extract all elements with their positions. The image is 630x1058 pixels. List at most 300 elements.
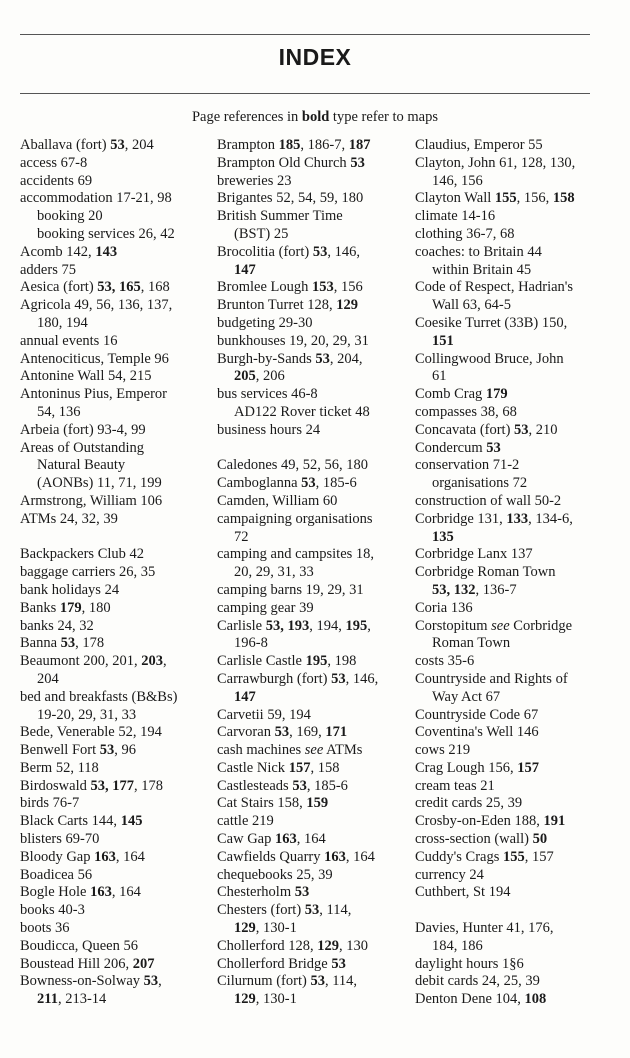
entry-text: baggage carriers 26, 35 bbox=[20, 564, 156, 581]
index-entry bbox=[217, 884, 407, 902]
map-page-ref: 53 bbox=[486, 439, 501, 456]
index-entry bbox=[415, 457, 615, 475]
map-page-ref: 163 bbox=[275, 831, 297, 848]
entry-text: , 156, bbox=[516, 190, 553, 207]
top-rule bbox=[20, 34, 590, 35]
entry-text: blisters 69-70 bbox=[20, 831, 100, 848]
entry-text: cross-section (wall) bbox=[415, 831, 533, 848]
index-entry bbox=[217, 724, 407, 742]
entry-text: , 114, bbox=[324, 973, 358, 990]
entry-text: , 210 bbox=[528, 421, 558, 438]
entry-text: , 146, bbox=[327, 243, 360, 260]
map-page-ref: 108 bbox=[524, 991, 547, 1008]
entry-text: Camboglanna bbox=[217, 475, 302, 492]
index-entry bbox=[20, 867, 210, 885]
entry-text: , 130-1 bbox=[255, 920, 297, 937]
index-entry bbox=[217, 618, 407, 636]
map-page-ref: 143 bbox=[95, 243, 118, 260]
map-page-ref: 50 bbox=[532, 831, 548, 848]
index-entry-continuation bbox=[415, 368, 615, 386]
index-entry bbox=[217, 173, 407, 191]
index-entry-continuation bbox=[20, 475, 210, 493]
entry-text: debit cards 24, 25, 39 bbox=[415, 973, 540, 990]
index-entry bbox=[415, 511, 615, 529]
entry-text: booking services 26, 42 bbox=[37, 225, 175, 242]
index-entry bbox=[217, 795, 407, 813]
entry-text: Brampton bbox=[217, 137, 279, 153]
index-entry bbox=[20, 618, 210, 636]
index-entry-continuation bbox=[217, 529, 407, 547]
entry-text: 19-20, 29, 31, 33 bbox=[37, 706, 137, 723]
entry-text: , 156 bbox=[333, 279, 363, 296]
map-page-ref: 53 bbox=[301, 475, 316, 492]
index-entry-continuation bbox=[415, 938, 615, 956]
entry-text: , 130-1 bbox=[255, 991, 297, 1008]
index-entry-continuation bbox=[217, 262, 407, 280]
entry-text: Bloody Gap bbox=[20, 848, 95, 865]
index-entry bbox=[217, 582, 407, 600]
map-page-ref: 163 bbox=[90, 884, 112, 901]
entry-text: Clayton, John 61, 128, 130, bbox=[415, 154, 576, 171]
map-page-ref: 158 bbox=[552, 190, 575, 207]
index-entry-continuation bbox=[217, 920, 407, 938]
entry-text: , 194, bbox=[309, 617, 346, 634]
entry-text: Brigantes 52, 54, 59, 180 bbox=[217, 190, 364, 207]
entry-text: Corstopitum bbox=[415, 617, 492, 634]
index-entry bbox=[20, 333, 210, 351]
entry-text: 61 bbox=[432, 368, 447, 385]
entry-text: Roman Town bbox=[432, 635, 511, 652]
entry-text: coaches: to Britain 44 bbox=[415, 243, 542, 260]
entry-text: organisations 72 bbox=[432, 475, 528, 492]
entry-text: , 204, bbox=[329, 350, 363, 367]
entry-text: Corbridge bbox=[509, 617, 573, 634]
index-entry bbox=[20, 742, 210, 760]
map-page-ref: 53 bbox=[350, 154, 365, 171]
entry-text: Camden, William 60 bbox=[217, 492, 338, 509]
entry-text: Corbridge Lanx 137 bbox=[415, 546, 533, 563]
entry-text: , 185-6 bbox=[306, 777, 348, 794]
map-page-ref: 53 bbox=[110, 137, 125, 153]
map-page-ref: 129 bbox=[336, 297, 358, 314]
index-entry bbox=[20, 724, 210, 742]
entry-text: Concavata (fort) bbox=[415, 421, 515, 438]
entry-text: 204 bbox=[37, 670, 59, 687]
entry-text: Countryside Code 67 bbox=[415, 706, 539, 723]
section-gap bbox=[415, 902, 615, 920]
index-entry bbox=[20, 956, 210, 974]
index-entry-continuation bbox=[217, 991, 407, 1009]
index-entry bbox=[415, 493, 615, 511]
index-entry bbox=[20, 351, 210, 369]
entry-text: climate 14-16 bbox=[415, 208, 496, 225]
index-entry bbox=[415, 742, 615, 760]
entry-text: Chesterholm bbox=[217, 884, 295, 901]
index-entry-continuation bbox=[217, 368, 407, 386]
index-entry bbox=[415, 795, 615, 813]
index-entry bbox=[415, 315, 615, 333]
index-entry bbox=[217, 956, 407, 974]
map-page-ref: 53 bbox=[274, 724, 290, 741]
entry-text: costs 35-6 bbox=[415, 653, 475, 670]
entry-text: , 186-7, bbox=[300, 137, 349, 153]
entry-text: Collingwood Bruce, John bbox=[415, 350, 564, 367]
map-page-ref: 53, 177 bbox=[90, 777, 134, 794]
entry-text: Arbeia (fort) 93-4, 99 bbox=[20, 421, 146, 438]
index-entry bbox=[415, 956, 615, 974]
entry-text: , 96 bbox=[114, 742, 136, 759]
index-entry-continuation bbox=[415, 475, 615, 493]
entry-text: Armstrong, William 106 bbox=[20, 492, 163, 509]
index-entry-continuation bbox=[217, 226, 407, 244]
index-entry bbox=[20, 795, 210, 813]
index-entry bbox=[217, 155, 407, 173]
map-page-ref: 53, 193 bbox=[265, 617, 310, 634]
index-entry bbox=[415, 226, 615, 244]
entry-text: Birdoswald bbox=[20, 777, 91, 794]
map-page-ref: 157 bbox=[517, 759, 540, 776]
entry-text: ATMs bbox=[323, 742, 363, 759]
entry-text: Boadicea 56 bbox=[20, 866, 93, 883]
entry-text: Carvoran bbox=[217, 724, 275, 741]
index-entry bbox=[217, 333, 407, 351]
map-page-ref: 53 bbox=[304, 902, 320, 919]
section-gap bbox=[20, 529, 210, 547]
index-entry bbox=[415, 440, 615, 458]
entry-text: birds 76-7 bbox=[20, 795, 80, 812]
map-page-ref: 53 bbox=[143, 973, 159, 990]
entry-text: , 164 bbox=[115, 848, 145, 865]
entry-text: Carvetii 59, 194 bbox=[217, 706, 311, 723]
entry-text: Condercum bbox=[415, 439, 487, 456]
index-entry-continuation bbox=[415, 689, 615, 707]
entry-text: Crosby-on-Eden 188, bbox=[415, 813, 544, 830]
index-entry-continuation bbox=[217, 635, 407, 653]
index-entry bbox=[217, 208, 407, 226]
index-entry-continuation bbox=[217, 404, 407, 422]
entry-text: , bbox=[158, 973, 162, 990]
map-page-ref: 155 bbox=[503, 848, 525, 865]
map-page-ref: 195 bbox=[345, 617, 368, 634]
entry-text: (BST) 25 bbox=[234, 225, 289, 242]
entry-text: Coventina's Well 146 bbox=[415, 724, 539, 741]
entry-text: cattle 219 bbox=[217, 813, 274, 830]
index-entry bbox=[217, 279, 407, 297]
index-entry bbox=[20, 440, 210, 458]
map-page-ref: 53 bbox=[331, 955, 346, 972]
index-entry bbox=[217, 493, 407, 511]
index-entry bbox=[415, 653, 615, 671]
index-entry bbox=[217, 760, 407, 778]
entry-text: 146, 156 bbox=[432, 172, 483, 189]
index-entry bbox=[20, 297, 210, 315]
index-entry-continuation bbox=[20, 226, 210, 244]
entry-text: , 204 bbox=[124, 137, 154, 153]
entry-text: Banna bbox=[20, 635, 61, 652]
entry-text: clothing 36-7, 68 bbox=[415, 225, 515, 242]
index-entry-continuation bbox=[415, 173, 615, 191]
entry-text: Countryside and Rights of bbox=[415, 670, 568, 687]
entry-text: , 130 bbox=[339, 937, 369, 954]
index-entry bbox=[217, 600, 407, 618]
entry-text: Bowness-on-Solway bbox=[20, 973, 144, 990]
entry-text: conservation 71-2 bbox=[415, 457, 520, 474]
map-page-ref: 147 bbox=[234, 688, 256, 705]
index-entry bbox=[20, 368, 210, 386]
index-entry bbox=[217, 511, 407, 529]
entry-text: , 206 bbox=[255, 368, 285, 385]
entry-text: Brampton Old Church bbox=[217, 154, 351, 171]
entry-text: Bogle Hole bbox=[20, 884, 91, 901]
entry-text: cows 219 bbox=[415, 742, 471, 759]
entry-text: Backpackers Club 42 bbox=[20, 546, 145, 563]
entry-text: (AONBs) 11, 71, 199 bbox=[37, 475, 162, 492]
map-page-ref: 205 bbox=[234, 368, 256, 385]
entry-text: Coesike Turret (33B) 150, bbox=[415, 314, 568, 331]
entry-text: adders 75 bbox=[20, 261, 76, 278]
index-entry bbox=[20, 920, 210, 938]
entry-text: Corbridge 131, bbox=[415, 510, 507, 527]
entry-text: budgeting 29-30 bbox=[217, 314, 313, 331]
entry-text: , 114, bbox=[319, 902, 352, 919]
entry-text: , 164 bbox=[111, 884, 141, 901]
index-entry-continuation bbox=[20, 208, 210, 226]
index-entry bbox=[20, 884, 210, 902]
entry-text: Burgh-by-Sands bbox=[217, 350, 316, 367]
entry-text: bank holidays 24 bbox=[20, 581, 120, 598]
entry-text: , 180 bbox=[81, 599, 111, 616]
entry-text: , bbox=[367, 617, 371, 634]
index-entry bbox=[20, 831, 210, 849]
index-entry bbox=[20, 173, 210, 191]
map-page-ref: 207 bbox=[132, 955, 155, 972]
index-entry-continuation bbox=[415, 529, 615, 547]
entry-text: Natural Beauty bbox=[37, 457, 126, 474]
map-page-ref: 163 bbox=[94, 848, 116, 865]
entry-text: , 178 bbox=[75, 635, 105, 652]
entry-text: Berm 52, 118 bbox=[20, 759, 99, 776]
entry-text: Brocolitia (fort) bbox=[217, 243, 313, 260]
entry-text: currency 24 bbox=[415, 866, 484, 883]
index-entry bbox=[415, 386, 615, 404]
index-entry bbox=[20, 938, 210, 956]
index-entry bbox=[415, 831, 615, 849]
entry-text: , 169, bbox=[289, 724, 326, 741]
index-entry bbox=[415, 137, 615, 155]
index-entry bbox=[415, 155, 615, 173]
map-page-ref: 53 bbox=[60, 635, 76, 652]
see-reference: see bbox=[304, 742, 324, 759]
entry-text: Chesters (fort) bbox=[217, 902, 305, 919]
entry-text: British Summer Time bbox=[217, 208, 343, 225]
entry-text: Caledones 49, 52, 56, 180 bbox=[217, 457, 369, 474]
entry-text: Banks bbox=[20, 599, 60, 616]
index-entry bbox=[415, 849, 615, 867]
note-text-bold: bold bbox=[301, 109, 330, 125]
index-entry bbox=[217, 297, 407, 315]
entry-text: Aesica (fort) bbox=[20, 279, 98, 296]
entry-text: Antoninus Pius, Emperor bbox=[20, 386, 168, 403]
map-page-ref: 155 bbox=[494, 190, 517, 207]
index-entry-continuation bbox=[415, 582, 615, 600]
entry-text: compasses 38, 68 bbox=[415, 403, 517, 420]
index-entry bbox=[20, 564, 210, 582]
map-page-ref: 53 bbox=[331, 670, 346, 687]
entry-text: Caw Gap bbox=[217, 831, 275, 848]
map-page-ref: 153 bbox=[312, 279, 334, 296]
title-rule bbox=[20, 93, 590, 94]
index-entry-continuation bbox=[20, 707, 210, 725]
entry-text: banks 24, 32 bbox=[20, 617, 94, 634]
index-entry bbox=[415, 707, 615, 725]
map-page-ref: 195 bbox=[305, 653, 328, 670]
index-entry bbox=[415, 973, 615, 991]
index-entry bbox=[20, 386, 210, 404]
entry-text: 54, 136 bbox=[37, 403, 81, 420]
index-entry bbox=[415, 884, 615, 902]
index-entry bbox=[217, 546, 407, 564]
index-entry bbox=[20, 279, 210, 297]
section-gap bbox=[217, 440, 407, 458]
map-page-ref: 53, 132 bbox=[432, 581, 476, 598]
index-entry-continuation bbox=[415, 333, 615, 351]
entry-text: , 158 bbox=[310, 759, 340, 776]
entry-text: Davies, Hunter 41, 176, bbox=[415, 920, 554, 937]
index-entry bbox=[20, 244, 210, 262]
entry-text: , 213-14 bbox=[57, 991, 107, 1008]
entry-text: , bbox=[162, 653, 167, 670]
index-entry-continuation bbox=[20, 991, 210, 1009]
entry-text: 184, 186 bbox=[432, 937, 483, 954]
entry-text: , 146, bbox=[345, 670, 379, 687]
entry-text: Black Carts 144, bbox=[20, 813, 121, 830]
entry-text: camping barns 19, 29, 31 bbox=[217, 581, 364, 598]
map-page-ref: 145 bbox=[120, 813, 143, 830]
entry-text: bunkhouses 19, 20, 29, 31 bbox=[217, 332, 369, 349]
index-entry bbox=[217, 653, 407, 671]
map-page-ref: 129 bbox=[234, 991, 256, 1008]
index-entry bbox=[217, 813, 407, 831]
entry-text: , 198 bbox=[327, 653, 357, 670]
map-page-ref: 187 bbox=[348, 137, 371, 153]
map-page-ref: 129 bbox=[317, 937, 340, 954]
index-entry bbox=[415, 778, 615, 796]
entry-text: Corbridge Roman Town bbox=[415, 564, 556, 581]
index-entry bbox=[20, 813, 210, 831]
map-page-ref: 53 bbox=[312, 243, 328, 260]
index-entry bbox=[415, 244, 615, 262]
index-entry-continuation bbox=[20, 315, 210, 333]
entry-text: construction of wall 50-2 bbox=[415, 492, 562, 509]
index-entry bbox=[217, 386, 407, 404]
entry-text: 72 bbox=[234, 528, 249, 545]
index-entry bbox=[415, 546, 615, 564]
map-page-ref: 133 bbox=[506, 510, 529, 527]
entry-text: Aballava (fort) bbox=[20, 137, 111, 153]
entry-text: Bede, Venerable 52, 194 bbox=[20, 724, 162, 741]
entry-text: 180, 194 bbox=[37, 314, 88, 331]
index-entry bbox=[217, 849, 407, 867]
entry-text: Castle Nick bbox=[217, 759, 289, 776]
map-page-ref: 53, 165 bbox=[97, 279, 141, 296]
entry-text: breweries 23 bbox=[217, 172, 292, 189]
entry-text: camping gear 39 bbox=[217, 599, 314, 616]
index-entry bbox=[217, 707, 407, 725]
map-page-ref: 53 bbox=[315, 350, 330, 367]
index-entry bbox=[217, 190, 407, 208]
map-page-ref: 53 bbox=[310, 973, 325, 990]
index-entry bbox=[415, 564, 615, 582]
entry-text: Crag Lough 156, bbox=[415, 759, 518, 776]
index-entry-continuation bbox=[20, 404, 210, 422]
entry-text: Acomb 142, bbox=[20, 243, 96, 260]
index-entry bbox=[20, 778, 210, 796]
index-entry-continuation bbox=[217, 689, 407, 707]
map-page-ref: 179 bbox=[59, 599, 82, 616]
index-entry bbox=[415, 724, 615, 742]
index-entry bbox=[415, 190, 615, 208]
entry-text: credit cards 25, 39 bbox=[415, 795, 523, 812]
index-entry bbox=[415, 920, 615, 938]
entry-text: Cat Stairs 158, bbox=[217, 795, 307, 812]
map-page-ref: 191 bbox=[543, 813, 566, 830]
index-entry bbox=[217, 422, 407, 440]
index-entry bbox=[415, 351, 615, 369]
index-entry bbox=[217, 244, 407, 262]
index-entry bbox=[415, 671, 615, 689]
index-entry bbox=[20, 422, 210, 440]
entry-text: , 164 bbox=[345, 848, 375, 865]
index-entry bbox=[415, 813, 615, 831]
index-entry-continuation bbox=[217, 564, 407, 582]
entry-text: Boudicca, Queen 56 bbox=[20, 937, 138, 954]
entry-text: Carlisle bbox=[217, 617, 266, 634]
entry-text: Boustead Hill 206, bbox=[20, 955, 133, 972]
map-page-ref: 185 bbox=[278, 137, 301, 153]
index-entry bbox=[20, 600, 210, 618]
entry-text: Benwell Fort bbox=[20, 742, 100, 759]
index-entry bbox=[217, 671, 407, 689]
note-text-after: type refer to maps bbox=[329, 109, 439, 125]
index-entry bbox=[20, 635, 210, 653]
entry-text: Bromlee Lough bbox=[217, 279, 313, 296]
index-entry bbox=[217, 315, 407, 333]
index-entry-continuation bbox=[415, 297, 615, 315]
map-page-ref: 53 bbox=[292, 777, 307, 794]
index-entry bbox=[20, 653, 210, 671]
entry-text: Chollerford 128, bbox=[217, 937, 318, 954]
entry-text: Antenociticus, Temple 96 bbox=[20, 350, 169, 367]
index-entry bbox=[20, 546, 210, 564]
index-entry bbox=[415, 600, 615, 618]
entry-text: , 178 bbox=[133, 777, 163, 794]
index-entry bbox=[20, 760, 210, 778]
entry-text: annual events 16 bbox=[20, 332, 118, 349]
entry-text: Beaumont 200, 201, bbox=[20, 653, 142, 670]
map-page-ref: 203 bbox=[141, 653, 163, 670]
entry-text: Way Act 67 bbox=[432, 688, 501, 705]
index-entry bbox=[217, 742, 407, 760]
entry-text: Coria 136 bbox=[415, 599, 473, 616]
index-column-1 bbox=[20, 137, 210, 1009]
index-entry bbox=[415, 760, 615, 778]
index-entry bbox=[20, 849, 210, 867]
index-entry bbox=[217, 938, 407, 956]
index-entry bbox=[217, 351, 407, 369]
index-entry bbox=[20, 689, 210, 707]
map-page-ref: 151 bbox=[432, 332, 454, 349]
map-page-ref: 53 bbox=[99, 742, 115, 759]
